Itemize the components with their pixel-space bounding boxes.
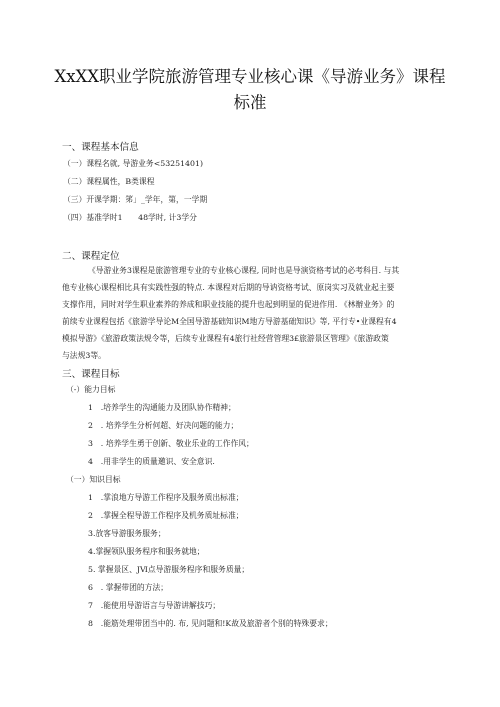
- knowledge-item: 1 .掌浪地方导游工作程序及服务质出标准；: [88, 493, 244, 502]
- subheading-knowledge: （一）知识目标: [66, 475, 121, 484]
- knowledge-item: 7 .能使用导游语言与导游讲解技巧；: [88, 601, 221, 610]
- ability-item: 4 .用非学生的质量邀识、安全意识.: [88, 457, 215, 466]
- knowledge-item: 5. 掌握景区、JⅥ点导游服务程序和服务质量；: [88, 565, 250, 574]
- ability-item: 2 . 培养学生分析何超、好决问题的能力；: [88, 421, 239, 430]
- paragraph-line: 他专业核心课程相比具有实践性强的特点. 本课程对后期的导讷资格考试、原岗实习及就业起主要: [62, 283, 395, 292]
- ability-item: 3 . 培养学生勇于创新、敬业乐业的工作作风；: [88, 439, 254, 448]
- section-heading-basic-info: 一、课程基本信息: [62, 142, 139, 153]
- subheading-ability: （-）能力目标: [66, 385, 116, 394]
- knowledge-item: 3.放客导游服务服务；: [88, 529, 166, 538]
- paragraph-line: 模拟导游》《旅游政策法规令等，后续专业课程有4旅行社经营管理3£旅游景区管理》《旅游政策: [62, 334, 389, 343]
- knowledge-item: 6 . 掌握带团的方法；: [88, 583, 169, 592]
- section-heading-course-objectives: 三、课程目标: [62, 369, 120, 380]
- knowledge-item: 4.掌握领队服务程序和服务就地；: [88, 547, 205, 556]
- paragraph-line: 与法规3等。: [62, 351, 106, 360]
- title-line-1: XxXX职业学院旅游管理专业核心课《导游业务》课程: [54, 67, 446, 86]
- info-item: （四）基准学时1 48学时, 计3学分: [63, 213, 197, 222]
- info-item: （三）开课学期：笫」_学年，第，一学期: [63, 195, 208, 204]
- ability-item: 1 .培养学生的沟通能力及团队协作精神；: [88, 403, 236, 412]
- knowledge-item: 2 .掌握全程导游工作程序及机务质址标准；: [88, 511, 244, 520]
- paragraph-line: 《导游业务3课程是旅游管理专业的专业核心课程, 同时也是导演资格考试的必考科目. 与其: [88, 266, 400, 275]
- info-item: （二）课程属性，B类课程: [63, 177, 155, 186]
- knowledge-item: 8 .能筋处理带团当中的. 布, 见问题和!K故及旅游者个别的特殊要求；: [88, 619, 333, 628]
- document-title: [40, 64, 460, 116]
- paragraph-line: 支撑作用，同时对学生职业素养的养成和职业技能的提升也起到明显的促进作用. 《林辦业务》的: [62, 300, 395, 309]
- info-item: （一）课程名就, 导游业务<53251401): [63, 159, 203, 168]
- paragraph-line: 前续专业课程包括《旅游学导论M全国导游基础知识M地方导游基础知识》等, 平行专•业课程有4: [62, 317, 397, 326]
- section-heading-course-positioning: 二、课程定位: [62, 251, 120, 262]
- title-line-2: 标准: [233, 93, 267, 112]
